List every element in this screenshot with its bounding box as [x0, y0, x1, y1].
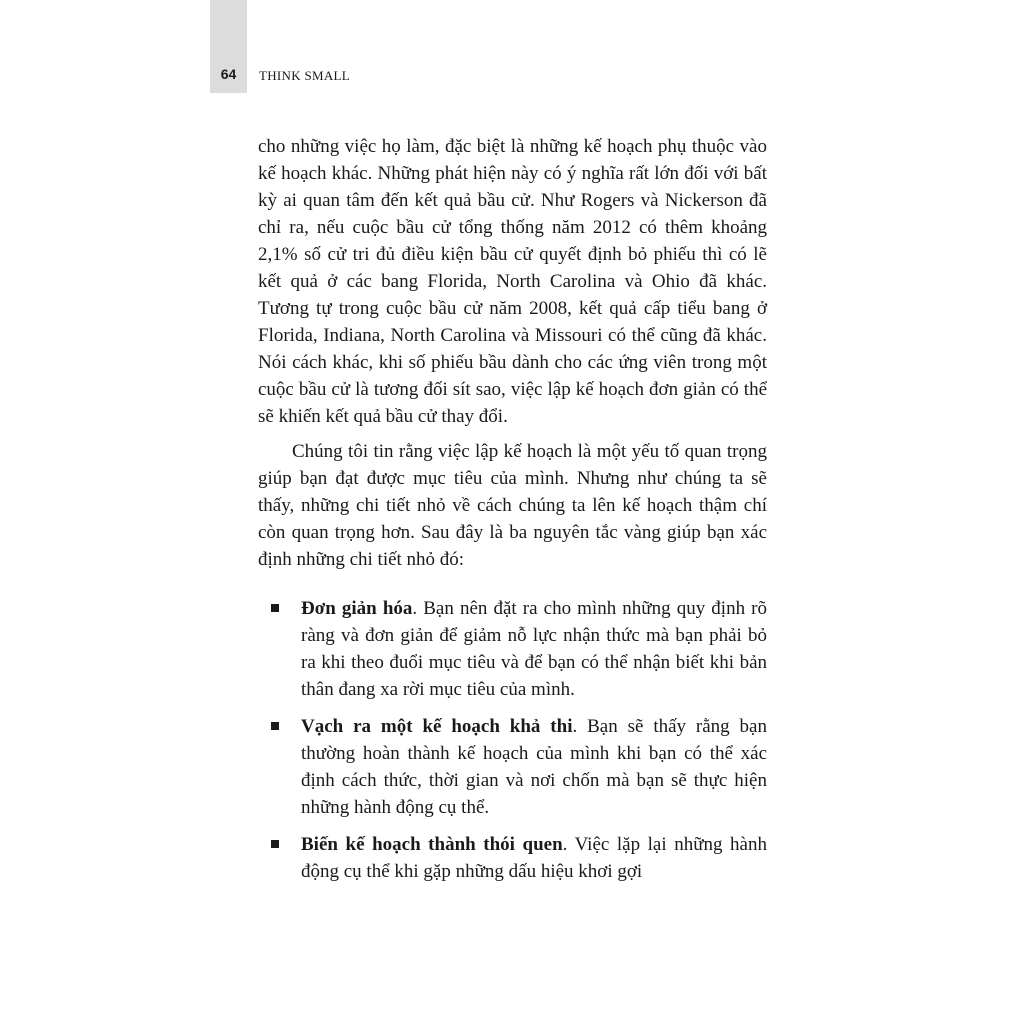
- list-item: [258, 713, 767, 821]
- square-bullet-icon: [271, 604, 279, 612]
- square-bullet-icon: [271, 840, 279, 848]
- square-bullet-icon: [271, 722, 279, 730]
- bullet-text: . Bạn sẽ thấy rằng bạn thường hoàn thành kế hoạch của mình khi bạn có thể xác định cách thức, thời gian và nơi chốn mà bạn sẽ thực hiện những hành động cụ thể.: [301, 716, 767, 818]
- list-item: [258, 595, 767, 703]
- bullet-text: . Bạn nên đặt ra cho mình những quy định rõ ràng và đơn giản để giảm nỗ lực nhận thức mà bạn phải bỏ ra khi theo đuổi mục tiêu và để bạn có thể nhận biết khi bản thân đang xa rời mục tiêu của mình.: [301, 598, 767, 700]
- bullet-term: Đơn giản hóa: [301, 598, 413, 619]
- list-item: [258, 831, 767, 885]
- paragraph: cho những việc họ làm, đặc biệt là những kế hoạch phụ thuộc vào kế hoạch khác. Những phát hiện này có ý nghĩa rất lớn đối với bất kỳ ai quan tâm đến kết quả bầu cử. Như Rogers và Nickerson đã chỉ ra, nếu cuộc bầu cử tổng thống năm 2012 có thêm khoảng 2,1% số cử tri đủ điều kiện bầu cử quyết định bỏ phiếu thì có lẽ kết quả ở các bang Florida, North Carolina và Ohio đã khác. Tương tự trong cuộc bầu cử năm 2008, kết quả cấp tiểu bang ở Florida, Indiana, North Carolina và Missouri có thể cũng đã khác. Nói cách khác, khi số phiếu bầu dành cho các ứng viên trong một cuộc bầu cử là tương đối sít sao, việc lập kế hoạch đơn giản có thể sẽ khiến kết quả bầu cử thay đổi.: [258, 136, 767, 427]
- page-number: 64: [220, 66, 237, 82]
- running-title: THINK SMALL: [259, 68, 351, 83]
- bullet-term: Vạch ra một kế hoạch khả thi: [301, 716, 573, 737]
- bullet-text: . Việc lặp lại những hành động cụ thể khi gặp những dấu hiệu khơi gợi: [301, 834, 767, 882]
- paragraph: Chúng tôi tin rằng việc lập kế hoạch là một yếu tố quan trọng giúp bạn đạt được mục tiêu của mình. Nhưng như chúng ta sẽ thấy, những chi tiết nhỏ về cách chúng ta lên kế hoạch thậm chí còn quan trọng hơn. Sau đây là ba nguyên tắc vàng giúp bạn xác định những chi tiết nhỏ đó:: [258, 441, 767, 570]
- page-body: [258, 133, 767, 895]
- bullet-term: Biến kế hoạch thành thói quen: [301, 834, 563, 855]
- bullet-list: [258, 595, 767, 885]
